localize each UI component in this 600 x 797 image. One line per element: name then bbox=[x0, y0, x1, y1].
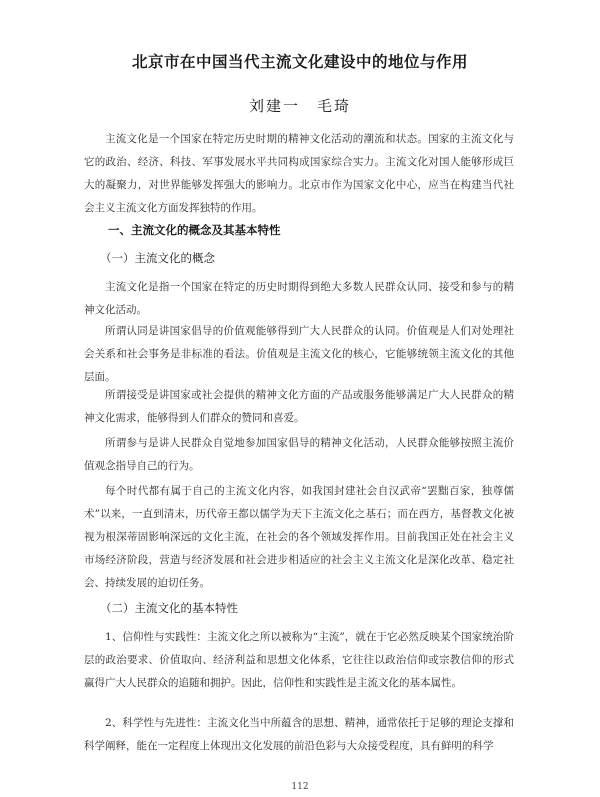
subsection-heading-1: （一）主流文化的概念 bbox=[100, 251, 215, 265]
acceptance-paragraph: 所谓接受是讲国家或社会提供的精神文化方面的产品或服务能够满足广大人民群众的精神文化需求，能够得到人们群众的赞同和喜爱。 bbox=[84, 389, 514, 424]
section-heading-1: 一、主流文化的概念及其基本特性 bbox=[108, 223, 281, 237]
article-title: 北京市在中国当代主流文化建设中的地位与作用 bbox=[131, 53, 468, 71]
trait2-paragraph: 2、科学性与先进性：主流文化当中所蕴含的思想、精神，通常依托于足够的理论支撑和科学阐释，能在一定程度上体现出文化发展的前沿色彩与大众接受程度，具有鲜明的科学 bbox=[84, 717, 514, 752]
history-paragraph: 每个时代都有属于自己的主流文化内容，如我国封建社会自汉武帝“罢黜百家，独尊儒术”以来，一直到清末，历代帝王都以儒学为天下主流文化之基石；而在西方，基督教文化被视为根深蒂固影响深远的文化主流，在社会的各个领域发挥作用。目前我国正处在社会主义市场经济阶段，营造与经济发展和社会进步相适应的社会主义主流文化是深化改革、稳定社会、持续发展的迫切任务。 bbox=[84, 485, 514, 589]
participation-paragraph: 所谓参与是讲人民群众自觉地参加国家倡导的精神文化活动，人民群众能够按照主流价值观念指导自己的行为。 bbox=[84, 437, 514, 472]
intro-paragraph: 主流文化是一个国家在特定历史时期的精神文化活动的潮流和状态。国家的主流文化与它的政治、经济、科技、军事发展水平共同构成国家综合实力。主流文化对国人能够形成巨大的凝聚力，对世界能够发挥强大的影响力。北京市作为国家文化中心，应当在构建当代社会主义主流文化方面发挥独特的作用。 bbox=[84, 133, 514, 214]
article-authors: 刘建一 毛琦 bbox=[248, 97, 351, 115]
definition-paragraph: 主流文化是指一个国家在特定的历史时期得到绝大多数人民群众认同、接受和参与的精神文化活动。 bbox=[84, 281, 514, 316]
page-number: 112 bbox=[291, 782, 309, 792]
recognition-paragraph: 所谓认同是讲国家倡导的价值观能够得到广大人民群众的认同。价值观是人们对处理社会关系和社会事务是非标准的看法。价值观是主流文化的核心，它能够统领主流文化的其他层面。 bbox=[84, 325, 514, 383]
trait1-paragraph: 1、信仰性与实践性：主流文化之所以被称为“主流”，就在于它必然反映某个国家统治阶层的政治要求、价值取向、经济利益和思想文化体系，它往往以政治信仰或宗教信仰的形式赢得广大人民群众的追随和拥护。因此，信仰性和实践性是主流文化的基本属性。 bbox=[84, 631, 514, 689]
subsection-heading-2: （二）主流文化的基本特性 bbox=[100, 601, 238, 615]
